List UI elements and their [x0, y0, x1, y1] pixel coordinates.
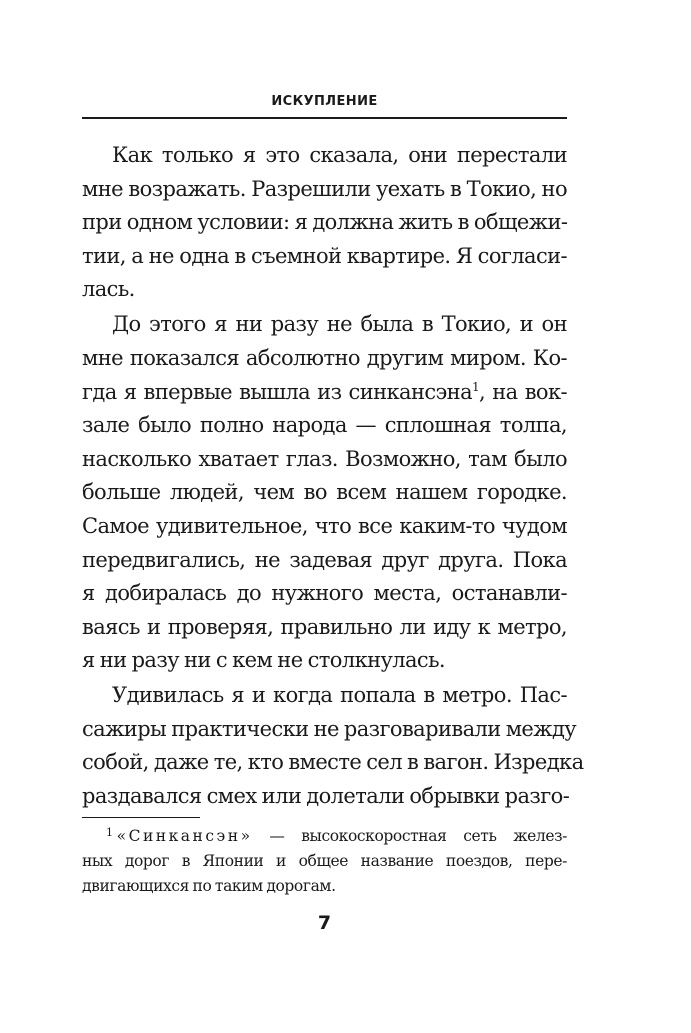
text-line: при одном условии: я должна жить в общежи-: [82, 210, 568, 235]
text-line: мне возражать. Разрешили уехать в Токио, но: [82, 176, 567, 201]
footnote-rule: [82, 817, 200, 818]
text-line: насколько хватает глаз. Возможно, там было: [82, 446, 567, 471]
footnote: [82, 824, 567, 899]
text-line: раздавался смех или долетали обрывки разго-: [82, 784, 570, 809]
header-rule: [82, 117, 567, 119]
text-line-with-footnote: [82, 376, 567, 410]
text-line: Как только я это сказала, они перестали: [112, 143, 567, 167]
text-line: До этого я ни разу не была в Токио, и он: [112, 312, 567, 337]
footnote-reference[interactable]: 1: [472, 379, 480, 394]
text-segment: гда я впервые вышла из синкансэна: [82, 379, 472, 404]
footnote-line: [82, 824, 567, 849]
footnote-mark: 1: [106, 826, 113, 839]
text-line: Удивилась я и когда попала в метро. Пас-: [112, 683, 567, 708]
page-number: 7: [317, 912, 332, 934]
text-line: ваясь и проверяя, правильно ли иду к метро,: [82, 614, 567, 639]
text-line: лась.: [82, 277, 135, 302]
body-text: [82, 139, 584, 815]
text-line: я добиралась до нужного места, останавли-: [82, 581, 567, 606]
footnote-term: «Синкансэн»: [116, 827, 253, 845]
running-head: ИСКУПЛЕНИЕ: [271, 94, 378, 109]
text-line: мне показался абсолютно другим миром. Ко-: [82, 345, 567, 370]
text-line: собой, даже те, кто вместе сел в вагон. Изредка: [82, 750, 584, 775]
paragraph-2: [82, 308, 567, 678]
text-segment: , на вок-: [479, 379, 567, 404]
text-line: передвигались, не задевая друг друга. Пока: [82, 547, 567, 572]
text-line: зале было полно народа — сплошная толпа,: [82, 413, 567, 438]
text-line: тии, а не одна в съемной квартире. Я согласи-: [82, 243, 567, 268]
footnote-line: ных дорог в Японии и общее название поездов, пере-: [82, 852, 567, 870]
text-line: больше людей, чем во всем нашем городке.: [82, 480, 567, 505]
footnote-line: двигающихся по таким дорогам.: [82, 877, 336, 895]
paragraph-1: [82, 139, 567, 307]
text-line: сажиры практически не разговаривали между: [82, 716, 577, 741]
footnote-text: — высокоскоростная сеть желез-: [252, 827, 567, 845]
text-line: я ни разу ни с кем не столкнулась.: [82, 648, 445, 673]
paragraph-3: [82, 679, 584, 813]
text-line: Самое удивительное, что все каким-то чудом: [82, 513, 567, 538]
